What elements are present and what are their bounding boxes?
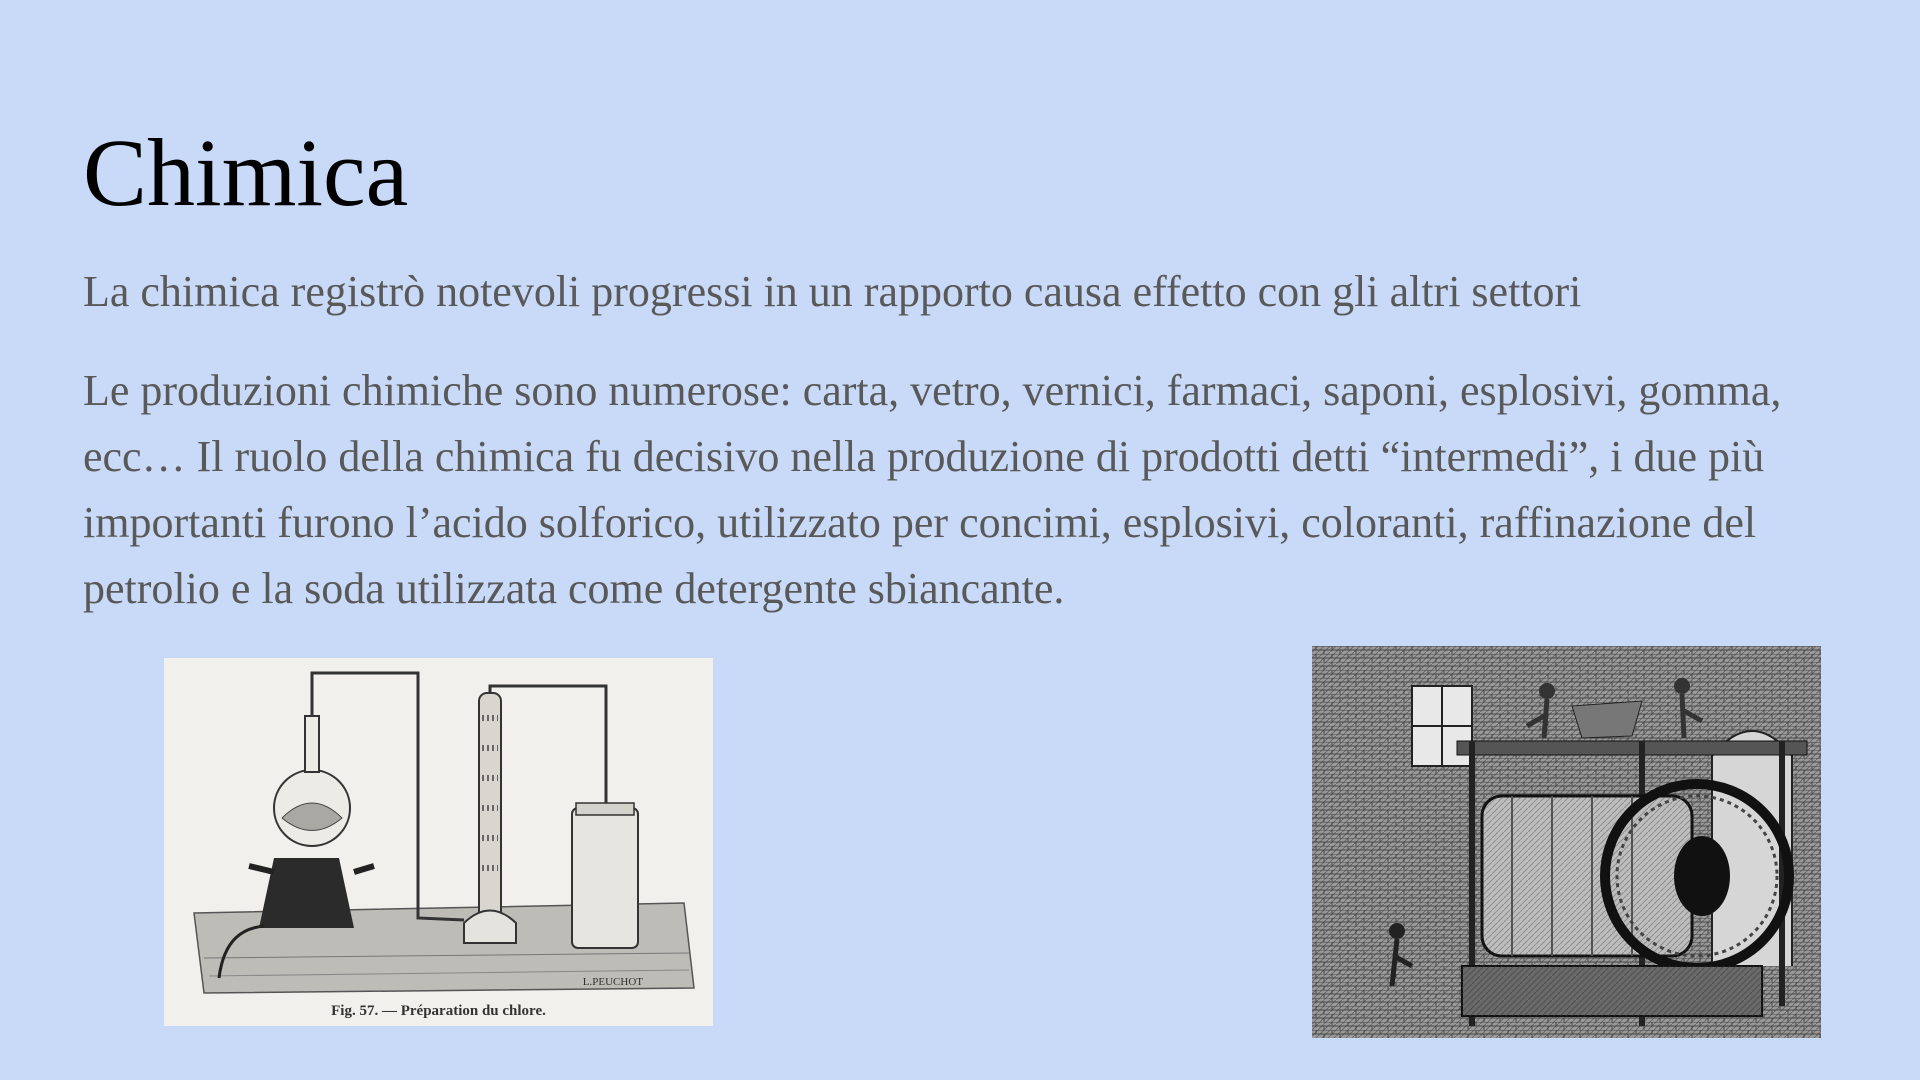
figure-caption: Fig. 57. — Préparation du chlore.	[331, 1003, 546, 1019]
chlorine-apparatus-drawing	[164, 658, 713, 1026]
slide-title: Chimica	[83, 119, 409, 226]
engraver-signature: L.PEUCHOT	[582, 976, 643, 988]
industrial-machine-drawing	[1312, 646, 1821, 1038]
chlorine-preparation-illustration	[164, 658, 713, 1026]
intro-paragraph: La chimica registrò notevoli progressi in un rapporto causa effetto con gli altri settori	[83, 267, 1582, 316]
body-paragraph: Le produzioni chimiche sono numerose: carta, vetro, vernici, farmaci, saponi, esplosivi, gomma, ecc… Il ruolo della chimica fu decisivo nella produzione di prodotti detti “intermedi”, i due più importanti furono l’acido solforico, utilizzato per concimi, esplosivi, coloranti, raffinazione del petrolio e la soda utilizzata come detergente sbiancante.	[83, 366, 1782, 613]
soda-furnace-illustration	[1312, 646, 1821, 1038]
